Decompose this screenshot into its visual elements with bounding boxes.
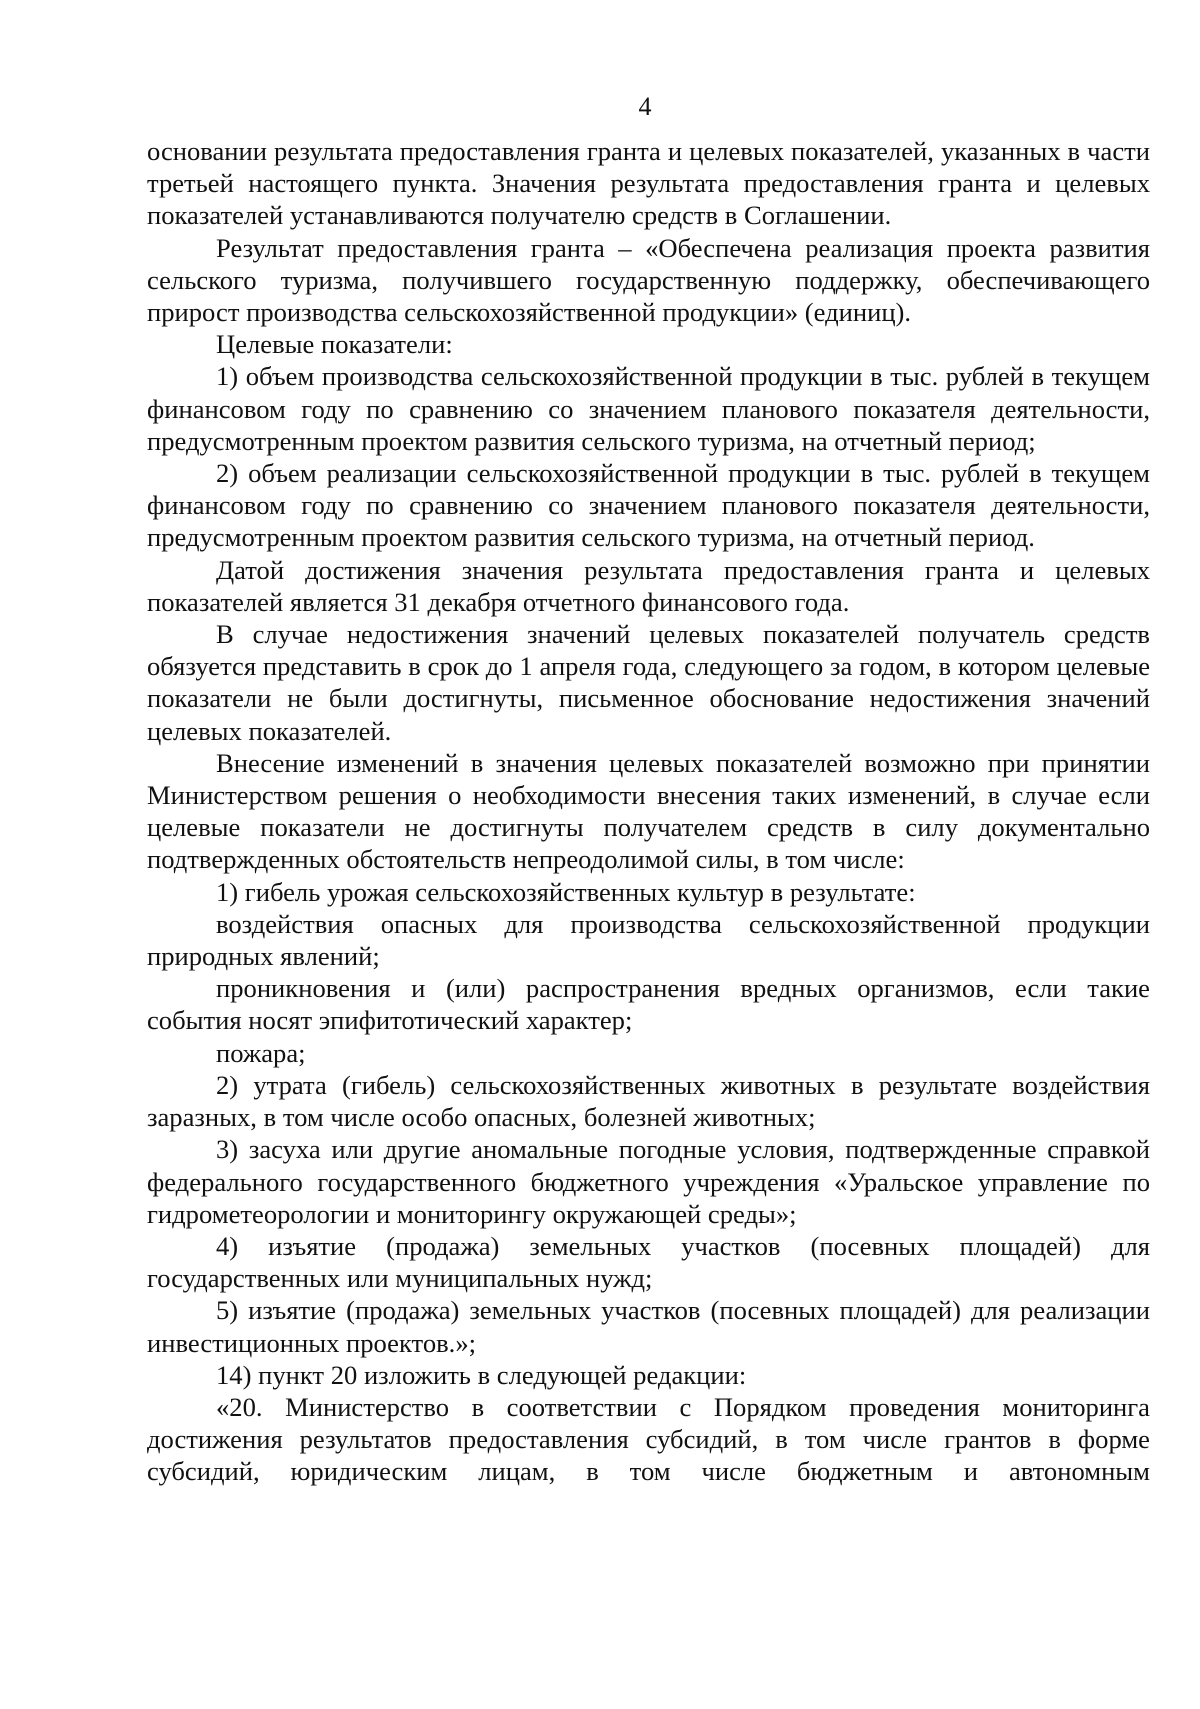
paragraph: проникновения и (или) распространения вредных организмов, если такие события носят эпифитотический характер; <box>147 973 1150 1036</box>
paragraph: основании результата предоставления гранта и целевых показателей, указанных в части третьей настоящего пункта. Значения результата предоставления гранта и целевых показателей устанавливаются получателю средств в Соглашении. <box>147 136 1150 231</box>
page-number: 4 <box>638 92 652 121</box>
paragraph: 5) изъятие (продажа) земельных участков (посевных площадей) для реализации инвестиционных проектов.»; <box>147 1295 1150 1358</box>
paragraph: 1) объем производства сельскохозяйственной продукции в тыс. рублей в текущем финансовом году по сравнению со значением планового показателя деятельности, предусмотренным проектом развития сельского туризма, на отчетный период; <box>147 361 1150 456</box>
paragraph: Целевые показатели: <box>216 329 453 360</box>
paragraph: пожара; <box>216 1037 306 1068</box>
paragraph: 1) гибель урожая сельскохозяйственных культур в результате: <box>216 876 916 907</box>
paragraph: 2) утрата (гибель) сельскохозяйственных животных в результате воздействия заразных, в том числе особо опасных, болезней животных; <box>147 1069 1150 1133</box>
paragraph: Датой достижения значения результата предоставления гранта и целевых показателей является 31 декабря отчетного финансового года. <box>147 554 1150 617</box>
paragraph: Результат предоставления гранта – «Обеспечена реализация проекта развития сельского туризма, получившего государственную поддержку, обеспечивающего прирост производства сельскохозяйственной продукции» (единиц). <box>147 232 1150 328</box>
paragraph: Внесение изменений в значения целевых показателей возможно при принятии Министерством решения о необходимости внесения таких изменений, в случае если целевые показатели не достигнуты получателем средств в силу документально подтвержденных обстоятельств непреодолимой силы, в том числе: <box>147 747 1150 875</box>
paragraph: 3) засуха или другие аномальные погодные условия, подтвержденные справкой федерального государственного бюджетного учреждения «Уральское управление по гидрометеорологии и мониторингу окружающей среды»; <box>147 1134 1150 1229</box>
paragraph: В случае недостижения значений целевых показателей получатель средств обязуется представить в срок до 1 апреля года, следующего за годом, в котором целевые показатели не были достигнуты, письменное обоснование недостижения значений целевых показателей. <box>147 619 1150 746</box>
paragraph: 2) объем реализации сельскохозяйственной продукции в тыс. рублей в текущем финансовом году по сравнению со значением планового показателя деятельности, предусмотренным проектом развития сельского туризма, на отчетный период. <box>147 458 1150 553</box>
paragraph: 14) пункт 20 изложить в следующей редакции: <box>216 1359 747 1390</box>
document-body <box>147 135 1150 1488</box>
paragraph: «20. Министерство в соответствии с Порядком проведения мониторинга достижения результатов предоставления субсидий, в том числе грантов в форме субсидий, юридическим лицам, в том числе бюджетным и автономным <box>147 1391 1150 1487</box>
paragraph: воздействия опасных для производства сельскохозяйственной продукции природных явлений; <box>147 908 1150 972</box>
paragraph: 4) изъятие (продажа) земельных участков (посевных площадей) для государственных или муниципальных нужд; <box>147 1230 1150 1294</box>
